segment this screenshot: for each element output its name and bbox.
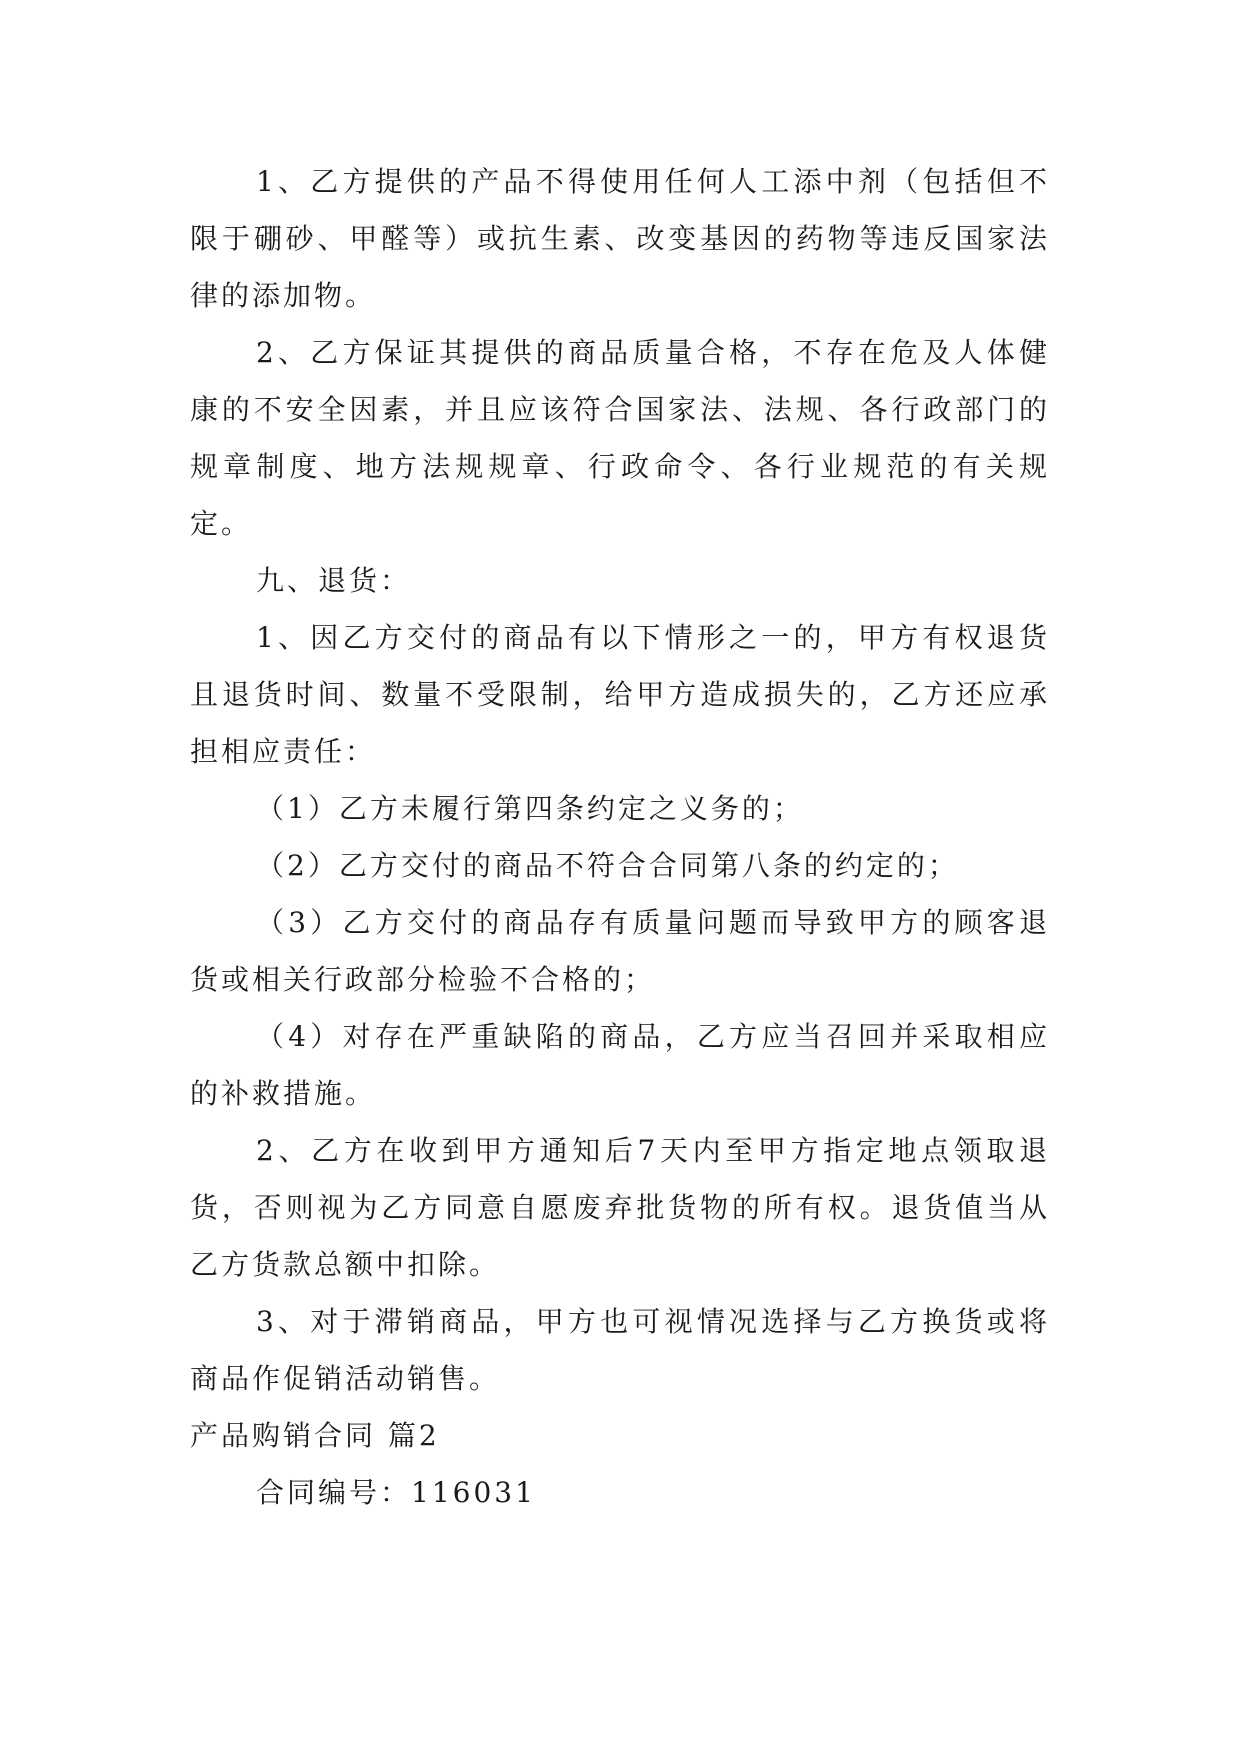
paragraph-clause-1: 1、乙方提供的产品不得使用任何人工添中剂（包括但不限于硼砂、甲醛等）或抗生素、改变基因的药物等违反国家法律的添加物。 [190,165,1050,312]
list-item-2: （2）乙方交付的商品不符合合同第八条的约定的； [256,849,959,882]
contract-title: 产品购销合同 篇2 [190,1419,440,1452]
paragraph-returns-2: 2、乙方在收到甲方通知后7天内至甲方指定地点领取退货，否则视为乙方同意自愿废弃批货物的所有权。退货值当从乙方货款总额中扣除。 [190,1134,1050,1281]
paragraph-returns-3: 3、对于滞销商品，甲方也可视情况选择与乙方换货或将商品作促销活动销售。 [190,1305,1050,1395]
list-item-3: （3）乙方交付的商品存有质量问题而导致甲方的顾客退货或相关行政部分检验不合格的； [190,906,1050,996]
document-body [190,153,1050,1521]
list-item-4: （4）对存在严重缺陷的商品，乙方应当召回并采取相应的补救措施。 [190,1020,1050,1110]
contract-number: 合同编号：116031 [256,1476,536,1509]
section-heading-returns: 九、退货： [256,564,412,597]
paragraph-clause-2: 2、乙方保证其提供的商品质量合格，不存在危及人体健康的不安全因素，并且应该符合国家法、法规、各行政部门的规章制度、地方法规规章、行政命令、各行业规范的有关规定。 [190,336,1050,540]
paragraph-returns-1: 1、因乙方交付的商品有以下情形之一的，甲方有权退货且退货时间、数量不受限制，给甲方造成损失的，乙方还应承担相应责任： [190,621,1050,768]
list-item-1: （1）乙方未履行第四条约定之义务的； [256,792,804,825]
